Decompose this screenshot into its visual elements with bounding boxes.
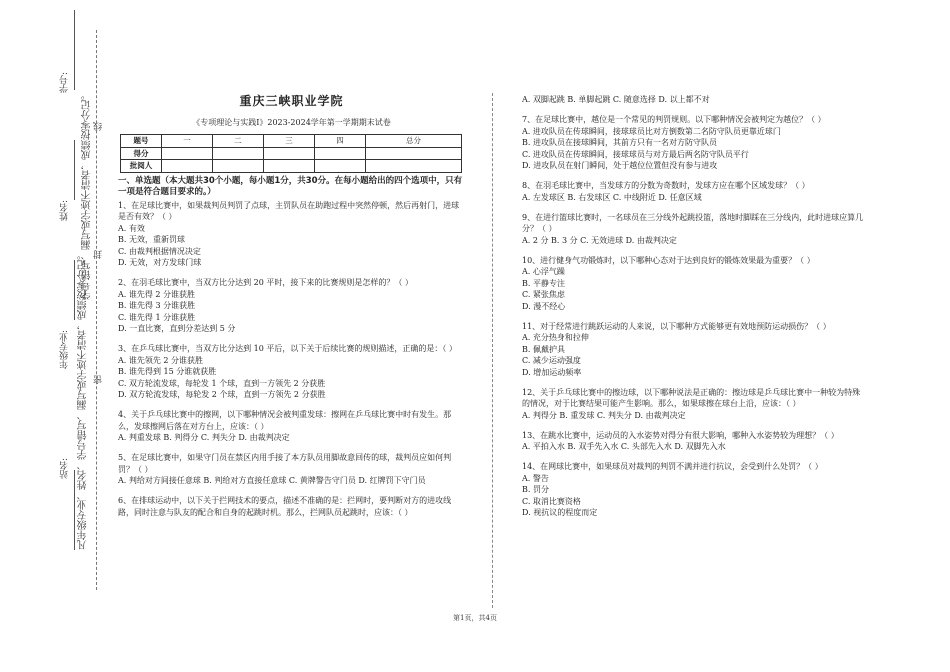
answer-option[interactable]: A. 心浮气躁: [522, 267, 565, 276]
left-column: [118, 88, 465, 527]
question: [118, 343, 465, 401]
answer-option[interactable]: B. 进攻队员在接球瞬间，其前方只有一名对方防守队员: [522, 138, 717, 147]
binding-xuehao-line: [74, 10, 75, 90]
question-stem: 10、进行健身气功锻炼时，以下哪种心态对于达到良好的锻炼效果最为重要？（ ）: [522, 255, 815, 265]
binding-xingming: 姓名:: [60, 200, 70, 222]
answer-option[interactable]: A. 双脚起跳 B. 单脚起跳 C. 随意选择 D. 以上都不对: [522, 95, 710, 104]
question: [118, 277, 465, 335]
question: [522, 114, 867, 172]
binding-xuehao: 学号:: [60, 72, 70, 94]
question-stem: 9、在进行篮球比赛时，一名球员在三分线外起跳投篮，落地时脚踩在三分线内，此时进球应算几分？（ ）: [522, 212, 864, 233]
binding-strip: [0, 0, 104, 672]
binding-feng: 封: [94, 250, 104, 259]
answer-option[interactable]: A. 判重发球 B. 判得分 C. 判失分 D. 由裁判决定: [118, 433, 290, 442]
question-list-left: [118, 200, 465, 519]
score-cell[interactable]: [264, 147, 315, 160]
question: [118, 452, 465, 487]
question: [118, 409, 465, 444]
answer-option[interactable]: C. 减少运动强度: [522, 356, 581, 365]
question-stem: 5、在足球比赛中，如果守门员在禁区内用手接了本方队员用脚故意回传的球，裁判员应如何判罚？（ ）: [118, 453, 452, 474]
score-cell[interactable]: [162, 160, 213, 173]
answer-option[interactable]: B. 谁先得到 15 分谁就获胜: [118, 367, 217, 376]
question: [118, 200, 465, 269]
question: [522, 461, 867, 519]
score-cell[interactable]: [366, 147, 462, 160]
answer-option[interactable]: C. 紧张焦虑: [522, 290, 565, 299]
score-header-cell: 三: [264, 135, 315, 148]
question-stem: 8、在羽毛球比赛中，当发球方的分数为奇数时，发球方应在哪个区域发球？（ ）: [522, 181, 810, 190]
score-row-label: 得分: [121, 147, 162, 160]
answer-option[interactable]: D. 视抗议的程度而定: [522, 508, 598, 517]
question-stem: 2、在羽毛球比赛中，当双方比分达到 20 平时，接下来的比赛规则是怎样的？（ ）: [118, 278, 413, 287]
binding-mi: 密: [94, 375, 104, 384]
question-list-right: [522, 94, 867, 519]
question-stem: 4、关于乒乓球比赛中的擦网，以下哪种情况会被判重发球：擦网在乒乓球比赛中时有发生。那么，发球擦网后落在对方台上，应该：（ ）: [118, 410, 452, 431]
answer-option[interactable]: A. 谁先得 2 分谁获胜: [118, 289, 196, 299]
score-header-cell: 四: [315, 135, 366, 148]
score-table-row: [121, 147, 462, 160]
question-stem: 14、在网球比赛中，如果球员对裁判的判罚不满并进行抗议，会受到什么处罚？（ ）: [522, 462, 823, 471]
question-stem: 7、在足球比赛中，越位是一个常见的判罚规则。以下哪种情况会被判定为越位？（ ）: [522, 115, 826, 124]
answer-option[interactable]: A. 警告: [522, 473, 549, 483]
answer-option[interactable]: C. 谁先得 1 分谁获胜: [118, 312, 196, 322]
score-cell[interactable]: [213, 147, 264, 160]
score-table-header-row: [121, 135, 462, 148]
answer-option[interactable]: B. 罚分: [522, 485, 549, 494]
section-heading: 一、单选题（本大题共30个小题，每小题1分，共30分。在每小题给出的四个选项中，只有一项是符合题目要求的。）: [118, 175, 463, 197]
answer-option[interactable]: D. 增加运动频率: [522, 367, 582, 377]
answer-option[interactable]: A. 2 分 B. 3 分 C. 无效进球 D. 由裁判决定: [522, 235, 677, 245]
score-cell[interactable]: [213, 160, 264, 173]
question: [522, 212, 867, 247]
question-stem: 3、在乒乓球比赛中，当双方比分达到 10 平后，以下关于后续比赛的规则描述，正确的是：（ ）: [118, 344, 457, 353]
answer-option[interactable]: A. 判得分 B. 重发球 C. 判失分 D. 由裁判决定: [522, 410, 686, 420]
binding-zhanming-line: [74, 470, 75, 550]
score-cell[interactable]: [264, 160, 315, 173]
question: [522, 430, 867, 453]
score-table: [120, 134, 462, 173]
score-header-cell: 总分: [366, 135, 462, 148]
question: [118, 495, 465, 518]
binding-nianji: 年级专业:: [60, 330, 70, 370]
question-stem: 12、关于乒乓球比赛中的擦边球，以下哪种说法是正确的：擦边球是乒乓球比赛中一种较为特殊的情况，对于比赛结果可能产生影响。那么，如果球擦在球台上沿，应该：（ ）: [522, 387, 861, 408]
score-header-cell: 一: [162, 135, 213, 148]
answer-option[interactable]: A. 谁先领先 2 分谁获胜: [118, 355, 204, 365]
score-cell[interactable]: [162, 147, 213, 160]
page-footer: 第1页，共4页: [453, 614, 497, 622]
answer-option[interactable]: B. 无效，重新罚球: [118, 235, 185, 244]
answer-option[interactable]: A. 进攻队员在传球瞬间，接球球员比对方倒数第二名防守队员更靠近球门: [522, 126, 781, 136]
answer-option[interactable]: A. 左发球区 B. 右发球区 C. 中线附近 D. 任意区域: [522, 192, 702, 202]
answer-option[interactable]: D. 一直比赛，直到分差达到 5 分: [118, 324, 236, 333]
answer-option[interactable]: A. 判给对方间接任意球 B. 判给对方直接任意球 C. 黄牌警告守门员 D. 红牌罚下守门员: [118, 476, 426, 485]
question: [522, 180, 867, 203]
score-row-label: 批阅人: [121, 160, 162, 173]
answer-option[interactable]: A. 充分热身和拉伸: [522, 333, 589, 342]
question-stem: 6、在排球运动中，以下关于拦网技术的要点，描述不准确的是：拦网时，要判断对方的进攻线路，同时注意与队友的配合和自身的起跳时机。那么，拦网队员起跳时，应该：（ ）: [118, 496, 452, 517]
binding-note: 学号错写、漏写或字迹不清者，成绩按零分记。: [82, 90, 93, 300]
question: [522, 94, 867, 106]
question-stem: 13、在跳水比赛中，运动员的入水姿势对得分有很大影响，哪种入水姿势较为理想？（ ）: [522, 430, 839, 440]
score-header-cell: 二: [213, 135, 264, 148]
question-stem: 1、在足球比赛中，如果裁判员判罚了点球，主罚队员在助跑过程中突然停顿，然后再射门，进球是否有效？（ ）: [118, 200, 460, 221]
binding-xian: 线: [94, 122, 104, 131]
question: [522, 255, 867, 313]
answer-option[interactable]: B. 佩戴护具: [522, 344, 565, 354]
answer-option[interactable]: A. 有效: [118, 223, 145, 233]
answer-option[interactable]: D. 进攻队员在射门瞬间，处于越位位置但没有参与进攻: [522, 161, 718, 170]
answer-option[interactable]: B. 平静专注: [522, 278, 565, 288]
answer-option[interactable]: D. 无效，对方发球门球: [118, 258, 202, 267]
answer-option[interactable]: D. 漫不经心: [522, 301, 566, 311]
exam-title: 《专项理论与实践Ⅰ》2023-2024学年第一学期期末试卷: [192, 117, 391, 127]
answer-option[interactable]: C. 双方轮流发球，每轮发 1 个球，直到一方领先 2 分获胜: [118, 378, 326, 388]
question: [522, 387, 867, 422]
binding-note2: 凡年级专业、姓名、学号错写、漏写或字迹不清者，成绩按零分记。: [78, 250, 89, 550]
score-cell[interactable]: [315, 147, 366, 160]
binding-nianji-line: [74, 260, 75, 320]
question-stem: 11、对于经常进行跳跃运动的人来说，以下哪种方式能够更有效地预防运动损伤？（ ）: [522, 321, 831, 331]
binding-zhanming: 站名:: [60, 458, 70, 480]
answer-option[interactable]: B. 谁先得 3 分谁获胜: [118, 301, 196, 310]
score-cell[interactable]: [366, 160, 462, 173]
binding-xingming-line: [74, 140, 75, 200]
score-header-cell: 题号: [121, 135, 162, 148]
binding-cut-line: [96, 30, 97, 590]
answer-option[interactable]: C. 由裁判根据情况决定: [118, 246, 201, 256]
answer-option[interactable]: D. 双方轮流发球，每轮发 2 个球，直到一方领先 2 分获胜: [118, 390, 326, 399]
answer-option[interactable]: C. 取消比赛资格: [522, 496, 581, 506]
answer-option[interactable]: A. 平拍入水 B. 双手先入水 C. 头部先入水 D. 双脚先入水: [522, 442, 726, 451]
column-divider: [492, 93, 493, 608]
question: [522, 321, 867, 379]
score-table-row: [121, 160, 462, 173]
right-column: [522, 94, 867, 527]
score-cell[interactable]: [315, 160, 366, 173]
school-name: 重庆三峡职业学院: [239, 94, 344, 108]
answer-option[interactable]: C. 进攻队员在传球瞬间，接球球员与对方最后两名防守队员平行: [522, 149, 749, 159]
